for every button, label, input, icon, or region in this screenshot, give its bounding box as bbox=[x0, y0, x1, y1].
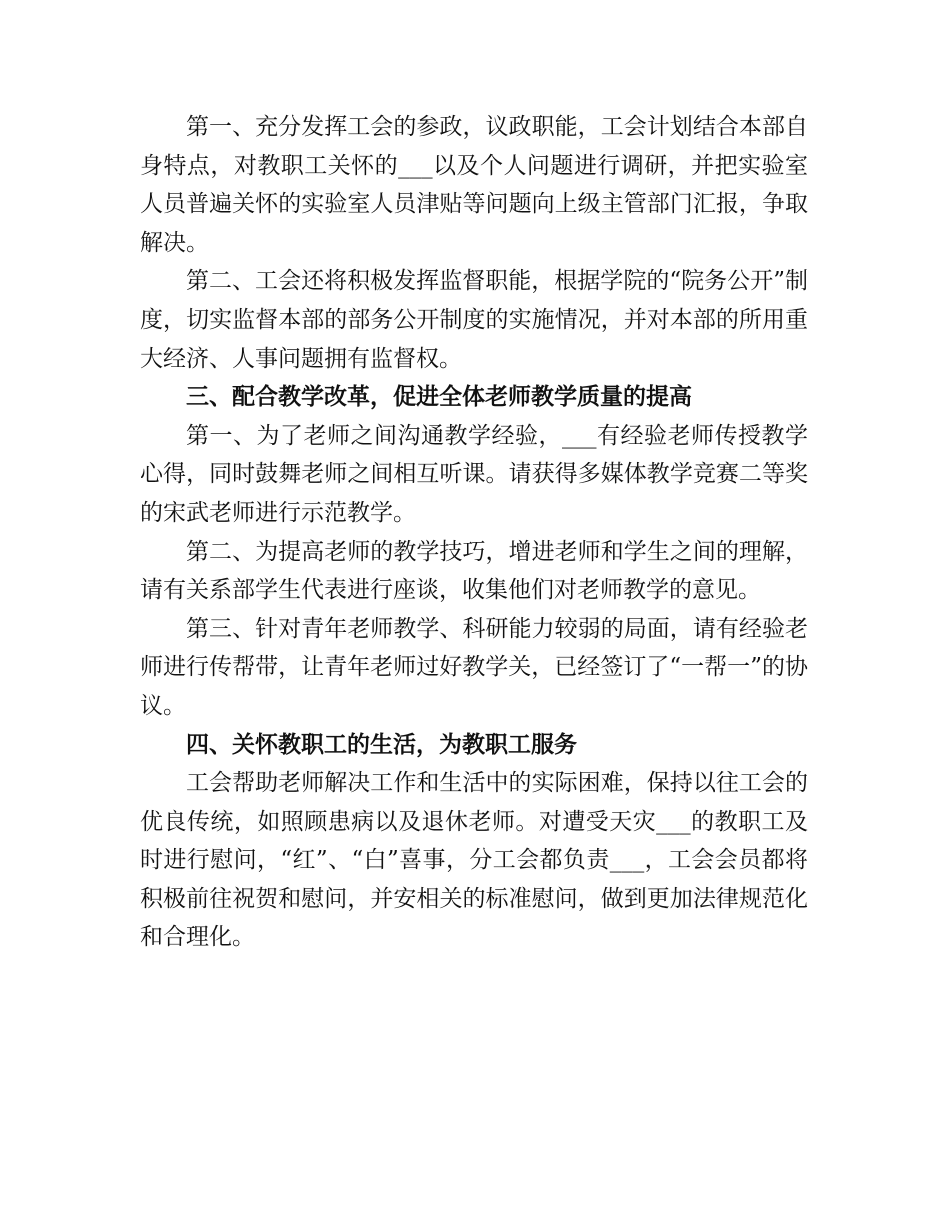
paragraph-2: 第二、工会还将积极发挥监督职能，根据学院的“院务公开”制度，切实监督本部的部务公开制度的实施情况，并对本部的所用重大经济、人事问题拥有监督权。 bbox=[140, 268, 808, 372]
section-heading-4: 四、关怀教职工的生活，为教职工服务 bbox=[186, 730, 577, 758]
paragraph-6: 工会帮助老师解决工作和生活中的实际困难，保持以往工会的优良传统，如照顾患病以及退休老师。对遭受天灾___的教职工及时进行慰问，“红”、“白”喜事，分工会都负责___，工会会员都将积极前往祝贺和慰问，并安相关的标准慰问，做到更加法律规范化和合理化。 bbox=[140, 770, 808, 951]
paragraph-5: 第三、针对青年老师教学、科研能力较弱的局面，请有经验老师进行传帮带，让青年老师过好教学关，已经签订了“一帮一”的协议。 bbox=[140, 615, 808, 719]
document-page bbox=[140, 108, 808, 957]
section-heading-3: 三、配合教学改革，促进全体老师教学质量的提高 bbox=[186, 383, 692, 411]
paragraph-3: 第一、为了老师之间沟通教学经验，___有经验老师传授教学心得，同时鼓舞老师之间相互听课。请获得多媒体教学竞赛二等奖的宋武老师进行示范教学。 bbox=[140, 422, 808, 526]
paragraph-4: 第二、为提高老师的教学技巧，增进老师和学生之间的理解，请有关系部学生代表进行座谈，收集他们对老师教学的意见。 bbox=[140, 538, 808, 604]
paragraph-1: 第一、充分发挥工会的参政，议政职能，工会计划结合本部自身特点，对教职工关怀的___以及个人问题进行调研，并把实验室人员普遍关怀的实验室人员津贴等问题向上级主管部门汇报，争取解决。 bbox=[140, 114, 808, 256]
